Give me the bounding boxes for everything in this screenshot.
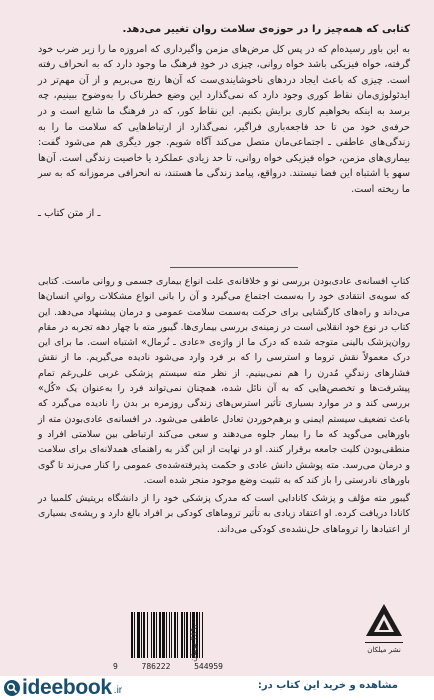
promo-text: مشاهده و خرید این کتاب در:	[257, 680, 398, 691]
barcode-digits	[113, 662, 223, 671]
barcode-bars	[129, 612, 237, 660]
quote-headline: کتابی که همه‌چیز را در حوزه‌ی سلامت روان تغییر می‌دهد.	[122, 24, 410, 35]
isbn-left-group: 786222	[141, 662, 171, 671]
isbn-prefix: 9	[113, 662, 118, 671]
quote-body: به این باور رسیده‌ام که در پس کل مرض‌های مزمن واگیرداری که امروزه ما را زیر ضرب خود گرفته، خواه فیزیکی باشد خواه روانی، چیزی در خودِ فرهنگ ما وجود دارد که به انحراف رفته است. چیزی که باعث ایجاد دردهای ناخوشایندی‌ست که آن‌ها رنج می‌بریم و از آن مهم‌تر در ایدئولوژی‌مان نقاط کوری وجود دارد که نمی‌گذارد این وضع خطرناک را به‌وضوح ببینیم، چه برسد به اینکه بخواهیم کاری برایش بکنیم. این نقاط کور، که در فرهنگ ما شایع است و در حرفه‌ی خود من تا حد فاجعه‌باری فراگیر، نمی‌گذارد از ارتباط‌هایی که سلامت ما را به زندگی‌های عاطفی ـ اجتماعی‌مان متصل می‌کند آگاه شویم. جور دیگری هم می‌شود گفت: بیماری‌های مزمن، خواه فیزیکی خواه روانی، تا حد زیادی عملکرد یا خاصیت زندگی است. آن‌ها سهو یا اشتباه این فضا نیستند. درواقع، پیامد زندگی ما هستند، نه انحرافی مرموزانه که به سر ما ریخته است.	[38, 43, 410, 195]
brand-name: ideebook	[22, 676, 112, 699]
isbn-right-group: 544959	[194, 662, 223, 671]
publisher-name: نشر میلکان	[367, 646, 401, 654]
description-paragraph: کتابِ افسانه‌ی عادی‌بودن بررسی نو و خلاقانه‌ی علت انواع بیماری جسمی و روانی ماست. کتابی که سویه‌ی انتقادی خود را به‌سمت اجتماع می‌گیرد و آن را بانی انواع مشکلات روانیِ انسان‌ها می‌داند و راه‌های کارگشایی برای حرکت به‌سمت سلامت عمومی و درمان پیشنهاد می‌دهد. این کتاب در نوع خود انقلابی است در زمینه‌ی بررسی بیماری‌ها. گیبور مته با چهار دهه تجربه در مقام روان‌پزشک بالینی متوجه شده که درک ما از واژه‌ی «عادی ـ نُرمال» اشتباه است. ما برای این درک معمولاً نقش تروما و استرسی را که بر فرد وارد می‌شود نادیده می‌گیریم. ما از نقش فشارهای زندگیِ مُدرن را هم نمی‌بینیم. از نظر مته سیستم پزشکی غربی علی‌رغم تمام پیشرفت‌ها و تخصص‌هایی که به آن نائل شده، همچنان نمی‌تواند فرد را به‌عنوان یک «کُل» بررسی کند و در موارد بسیاری تأثیر استرس‌های زندگی روزمره بر بدن را نادیده می‌گیرد که باعث تضعیف سیستم ایمنی و برهم‌خوردن تعادل عاطفی می‌شود. در افسانه‌ی عادی‌بودن مته از باورهایی می‌گوید که ما را بیمار جلوه می‌دهند و سعی می‌کند ارتباطی بین سلامتی افراد و منطقی‌بودن کلیت جامعه برقرار کنند. او در نهایت از این گذر به راهنمای همدلانه‌ای برای سلامت و درمان می‌رسد. مته پوشش دانش عادی و حکمت پذیرفته‌شده‌ی عمومی را کنار می‌زند تا گوی باورهای نادرستی را باز کند که به تثبیت وضع موجود منجر شده است.	[38, 276, 410, 486]
section-divider	[170, 267, 298, 268]
brand-domain: .ir	[113, 685, 123, 696]
quote-block	[38, 22, 410, 221]
ideebook-logo-link[interactable]	[4, 676, 122, 700]
quote-source: ـ از متن کتاب ـ	[38, 207, 101, 219]
description-block	[38, 274, 410, 540]
magnifier-icon	[4, 680, 20, 696]
footer-bar	[0, 676, 434, 700]
barcode	[113, 610, 315, 662]
author-paragraph: گیبور مته مؤلف و پزشک کانادایی است که مدرک پزشکی خود را از دانشگاه بریتیش کلمبیا در کانادا دریافت کرده. او اعتقاد زیادی به تأثیر تروماهای کودکی بر افراد بالغ دارد و ریشه‌ی بسیاری از اعتیادها را تروماهای حل‌نشده‌ی کودکی می‌داند.	[38, 493, 410, 535]
price-label: ۴۸۹٫۰۰۰ تومان	[189, 612, 198, 662]
